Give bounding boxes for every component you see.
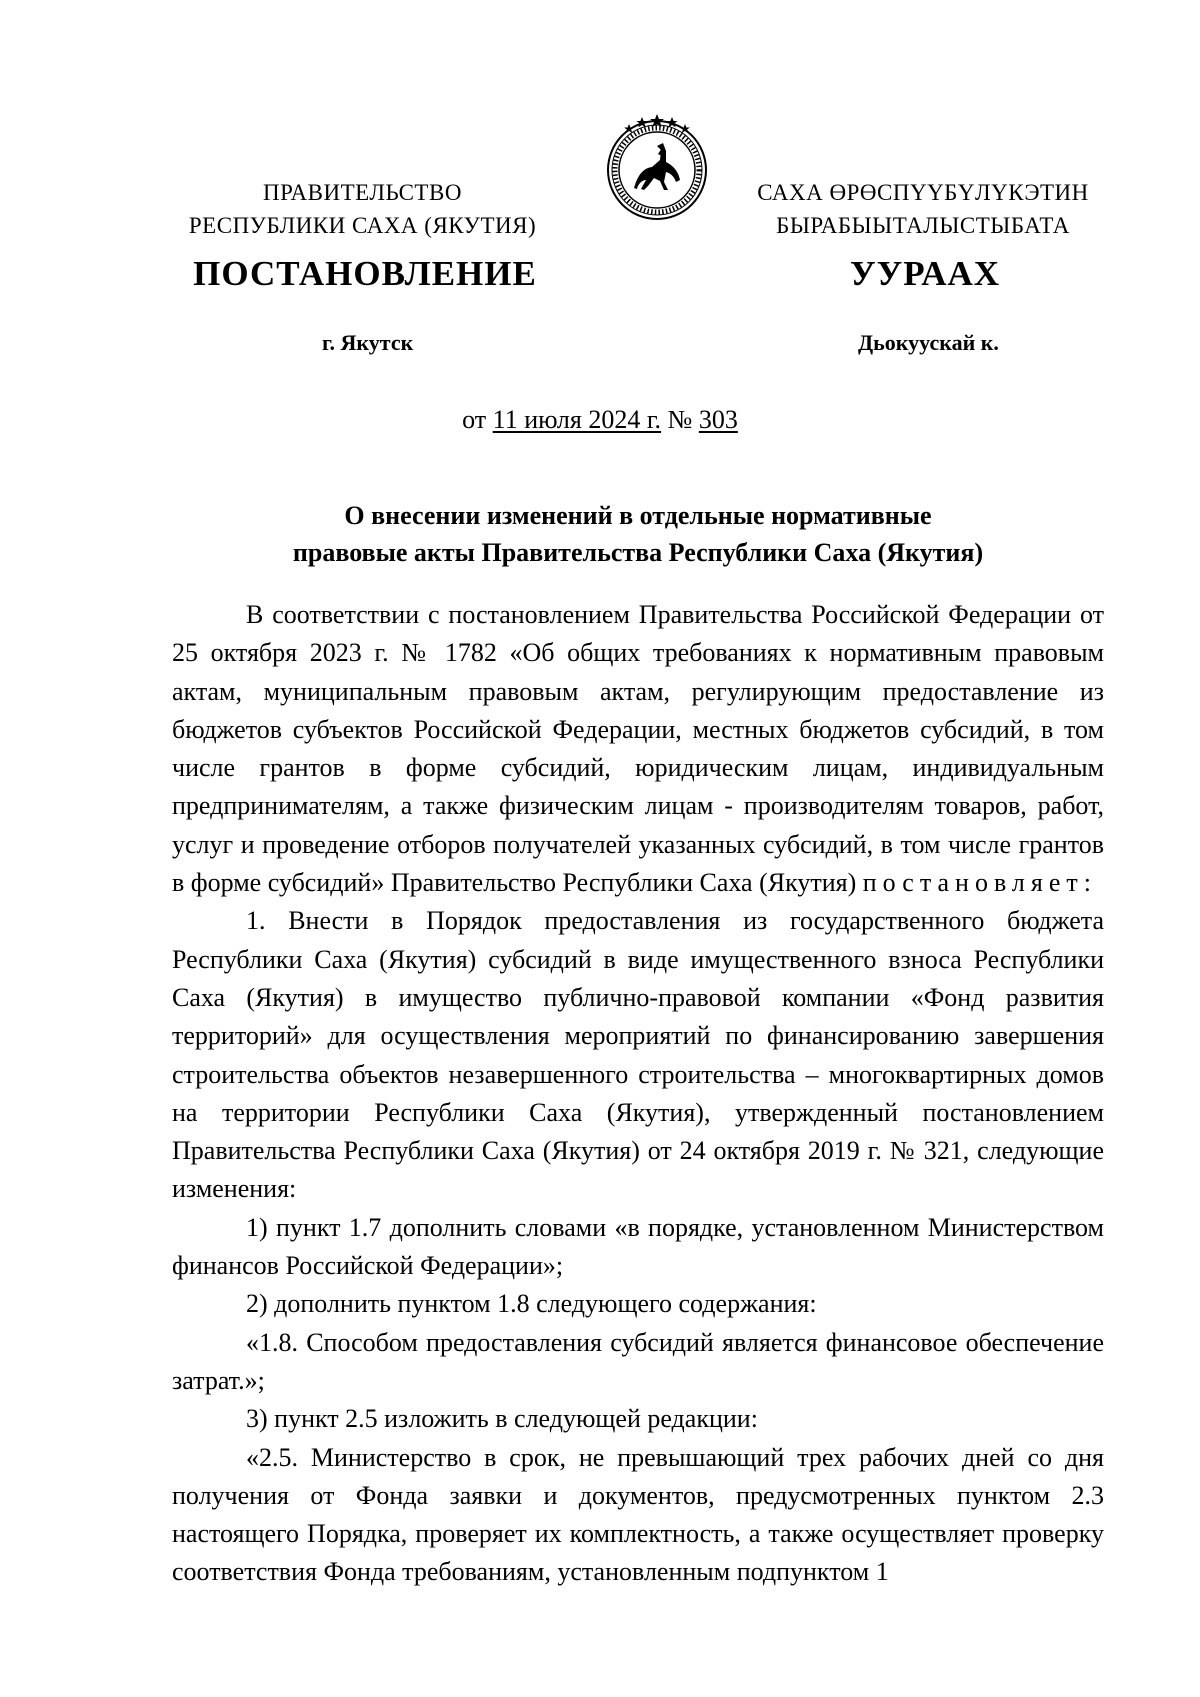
preamble-text: В соответствии с постановлением Правительства Российской Федерации от 25 октября 2023 г. № 1782 «Об общих требованиях к нормативным правовым актам, муниципальным правовым актам, регулирующим предоставление из бюджетов субъектов Российской Федерации, местных бюджетов субсидий, в том числе грантов в форме субсидий, юридическим лицам, индивидуальным предпринимателям, а также физическим лицам - производителям товаров, работ, услуг и проведение отборов получателей указанных субсидий, в том числе грантов в форме субсидий» Правительство Республики Саха (Якутия): [172, 600, 1104, 898]
date-line: [0, 405, 1200, 435]
coat-of-arms-icon: [600, 110, 714, 224]
paragraph-item1: 1. Внести в Порядок предоставления из государственного бюджета Республики Саха (Якутия) субсидий в виде имущественного взноса Республики Саха (Якутия) в имущество публично-правовой компании «Фонд развития территорий» для осуществления мероприятий по финансированию завершения строительства объектов незавершенного строительства – многоквартирных домов на территории Республики Саха (Якутия), утвержденный постановлением Правительства Республики Саха (Якутия) от 24 октября 2019 г. № 321, следующие изменения:: [172, 906, 1104, 1204]
header-left-line2: РЕСПУБЛИКИ САХА (ЯКУТИЯ): [188, 213, 537, 238]
paragraph-quote-2-5: «2.5. Министерство в срок, не превышающий трех рабочих дней со дня получения от Фонда заявки и документов, предусмотренных пунктом 2.3 настоящего Порядка, проверяет их комплектность, а также осуществляет проверку соответствия Фонда требованиям, установленным подпунктом 1: [172, 1442, 1104, 1587]
document-body: [172, 596, 1104, 1592]
paragraph-sub1: 1) пункт 1.7 дополнить словами «в порядке, установленном Министерством финансов Российской Федерации»;: [172, 1212, 1104, 1281]
doc-type-ru: ПОСТАНОВЛЕНИЕ: [193, 254, 537, 293]
number-label: №: [667, 405, 693, 434]
city-ru: г. Якутск: [322, 330, 414, 355]
doc-type-sah: УУРААХ: [849, 254, 1001, 293]
header-right-block: [738, 176, 1108, 242]
title-line1: О внесении изменений в отдельные нормативные: [344, 501, 932, 530]
title-line2: правовые акты Правительства Республики Саха (Якутия): [292, 538, 984, 567]
paragraph-quote-1-8: «1.8. Способом предоставления субсидий является финансовое обеспечение затрат.»;: [172, 1327, 1104, 1395]
document-date: 11 июля 2024 г.: [492, 405, 662, 434]
paragraph-sub3: 3) пункт 2.5 изложить в следующей редакции:: [246, 1404, 758, 1434]
document-title: [172, 497, 1104, 571]
city-sah: Дьокуускай к.: [858, 330, 999, 355]
decree-word: постановляет:: [862, 868, 1097, 898]
paragraph-sub2: 2) дополнить пунктом 1.8 следующего содержания:: [246, 1289, 817, 1319]
header-right-line1: САХА ӨРӨСПҮҮБҮЛҮКЭТИН: [757, 180, 1089, 205]
header-left-line1: ПРАВИТЕЛЬСТВО: [263, 180, 462, 205]
document-number: 303: [698, 405, 738, 434]
header-right-line2: БЫРАБЫЫТАЛЫСТЫБАТА: [776, 213, 1070, 238]
paragraph-preamble: [172, 596, 1104, 902]
header-left-block: [180, 176, 545, 242]
date-prefix: от: [462, 405, 487, 434]
